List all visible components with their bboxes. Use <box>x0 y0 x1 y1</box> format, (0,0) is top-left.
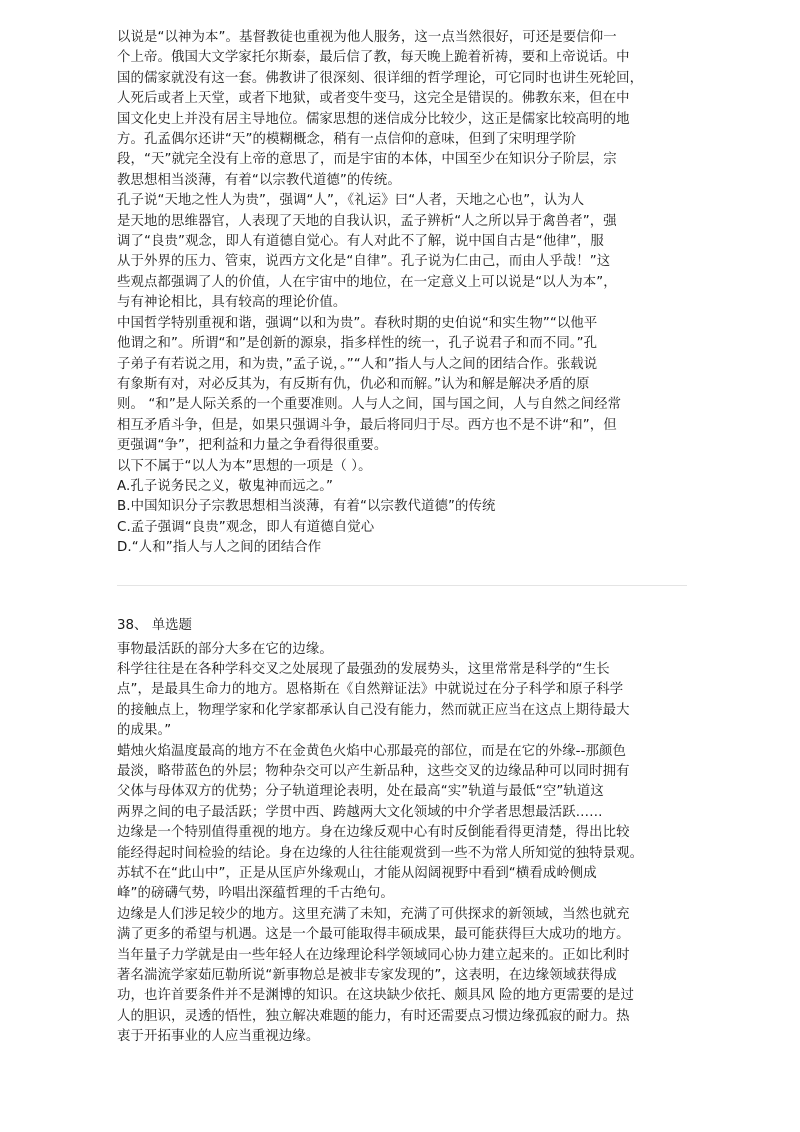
text-line: 事物最活跃的部分大多在它的边缘。 <box>117 641 333 657</box>
text-line: 中国哲学特别重视和谐，强调“以和为贵”。春秋时期的史伯说“和实生物”“以他平 <box>117 315 598 331</box>
text-line: 以下不属于“以人为本”思想的一项是（ ）。 <box>117 458 372 474</box>
question-38-passage <box>117 640 687 1048</box>
text-line: 更强调“争”，把利益和力量之争看得很重要。 <box>117 438 388 454</box>
text-line: 相互矛盾斗争，但是，如果只强调斗争，最后将同归于尽。西方也不是不讲“和”，但 <box>117 417 617 433</box>
text-line: A.孔子说务民之义，敬鬼神而远之。” <box>117 478 334 494</box>
text-line: B.中国知识分子宗教思想相当淡薄，有着“以宗教代道德”的传统 <box>117 499 496 515</box>
text-line: D.“人和”指人与人之间的团结合作 <box>117 540 322 556</box>
text-line: 的接触点上，物理学家和化学家都承认自己没有能力，然而就正应当在这点上期待最大 <box>117 702 630 718</box>
text-line: 方。孔孟偶尔还讲“天”的模糊概念，稍有一点信仰的意味，但到了宋明理学阶 <box>117 132 577 148</box>
text-line: 人死后或者上天堂，或者下地狱，或者变牛变马，这完全是错误的。佛教东来，但在中 <box>117 91 630 107</box>
question-type: 单选题 <box>151 617 192 633</box>
text-line: 孔子说“天地之性人为贵”，强调“人”，《礼运》曰“人者，天地之心也”，认为人 <box>117 193 585 209</box>
text-line: 功，也许首要条件并不是渊博的知识。在这块缺少依托、颇具风 险的地方更需要的是过 <box>117 988 634 1004</box>
text-line: 教思想相当淡薄，有着“以宗教代道德”的传统。 <box>117 172 401 188</box>
text-line: 蜡烛火焰温度最高的地方不在金黄色火焰中心那最亮的部位，而是在它的外缘--那颜色 <box>117 743 627 759</box>
text-line: 点”，是最具生命力的地方。恩格斯在《自然辩证法》中就说过在分子科学和原子科学 <box>117 682 624 698</box>
text-line: 著名湍流学家茹厄勒所说“新事物总是被非专家发现的”，这表明，在边缘领域获得成 <box>117 968 617 984</box>
question-38-header <box>117 616 687 636</box>
text-line: 父体与母体双方的优势；分子轨道理论表明，处在最高“实”轨道与最低“空”轨道这 <box>117 784 604 800</box>
text-line: 以说是“以神为本”。基督教徒也重视为他人服务，这一点当然很好，可还是要信仰一 <box>117 30 617 45</box>
text-line: 当年量子力学就是由一些年轻人在边缘理论科学领域同心协力建立起来的。正如比利时 <box>117 947 630 963</box>
document-page <box>117 28 687 1048</box>
text-line: 段，“天”就完全没有上帝的意思了，而是宇宙的本体，中国至少在知识分子阶层，宗 <box>117 152 617 168</box>
text-line: 峰”的磅礴气势，吟唱出深蕴哲理的千古绝句。 <box>117 886 394 902</box>
text-line: 子弟子有若说之用，和为贵，”孟子说，。”“人和”指人与人之间的团结合作。张载说 <box>117 356 598 372</box>
text-line: 边缘是人们涉足较少的地方。这里充满了未知，充满了可供探求的新领域，当然也就充 <box>117 906 630 922</box>
text-line: 国文化史上并没有居主导地位。儒家思想的迷信成分比较少，这正是儒家比较高明的地 <box>117 111 630 127</box>
text-line: 有象斯有对，对必反其为，有反斯有仇，仇必和而解。”认为和解是解决矛盾的原 <box>117 376 590 392</box>
question-divider <box>117 585 687 586</box>
text-line: 苏轼不在“此山中”，正是从匡庐外缘观山，才能从闳阔视野中看到“横看成岭侧成 <box>117 866 597 882</box>
text-line: 能经得起时间检验的结论。身在边缘的人往往能观赏到一些不为常人所知觉的独特景观。 <box>117 845 644 861</box>
text-line: 科学往往是在各种学科交叉之处展现了最强劲的发展势头，这里常常是科学的“生长 <box>117 661 610 677</box>
text-line: 是天地的思维器官，人表现了天地的自我认识，孟子辨析“人之所以异于禽兽者”，强 <box>117 213 617 229</box>
text-line: 个上帝。俄国大文学家托尔斯泰，最后信了教，每天晚上跪着祈祷，要和上帝说话。中 <box>117 50 630 66</box>
question-number-separator: 、 <box>134 617 148 633</box>
text-line: 最淡，略带蓝色的外层；物种杂交可以产生新品种，这些交叉的边缘品种可以同时拥有 <box>117 764 630 779</box>
text-line: 调了“良贵”观念，即人有道德自觉心。有人对此不了解，说中国自古是“他律”，服 <box>117 234 604 250</box>
question-37-passage <box>117 28 687 559</box>
text-line: 他谓之和”。所谓“和”是创新的源泉，指多样性的统一，孔子说君子和而不同。”孔 <box>117 336 598 352</box>
text-line: 的成果。” <box>117 723 172 739</box>
text-line: 则。 “和”是人际关系的一个重要准则。人与人之间，国与国之间，人与自然之间经常 <box>117 397 622 413</box>
text-line: 人的胆识，灵透的悟性，独立解决难题的能力，有时还需要点习惯边缘孤寂的耐力。热 <box>117 1008 630 1024</box>
text-line: 满了更多的希望与机遇。这是一个最可能取得丰硕成果，最可能获得巨大成功的地方。 <box>117 927 630 943</box>
text-line: 与有神论相比，具有较高的理论价值。 <box>117 295 347 311</box>
text-line: 从于外界的压力、管束，说西方文化是“自律”。孔子说为仁由己，而由人乎哉！”这 <box>117 254 611 270</box>
question-number: 38 <box>117 617 135 633</box>
text-line: 些观点都强调了人的价值，人在宇宙中的地位，在一定意义上可以说是“以人为本”， <box>117 274 617 290</box>
text-line: 两界之间的电子最活跃；学贯中西、跨越两大文化领域的中介学者思想最活跃…… <box>117 804 603 820</box>
text-line: 边缘是一个特别值得重视的地方。身在边缘反观中心有时反倒能看得更清楚，得出比较 <box>117 825 630 841</box>
text-line: C.孟子强调“良贵”观念，即人有道德自觉心 <box>117 519 375 535</box>
text-line: 国的儒家就没有这一套。佛教讲了很深刻、很详细的哲学理论，可它同时也讲生死轮回， <box>117 70 644 86</box>
text-line: 衷于开拓事业的人应当重视边缘。 <box>117 1029 320 1045</box>
